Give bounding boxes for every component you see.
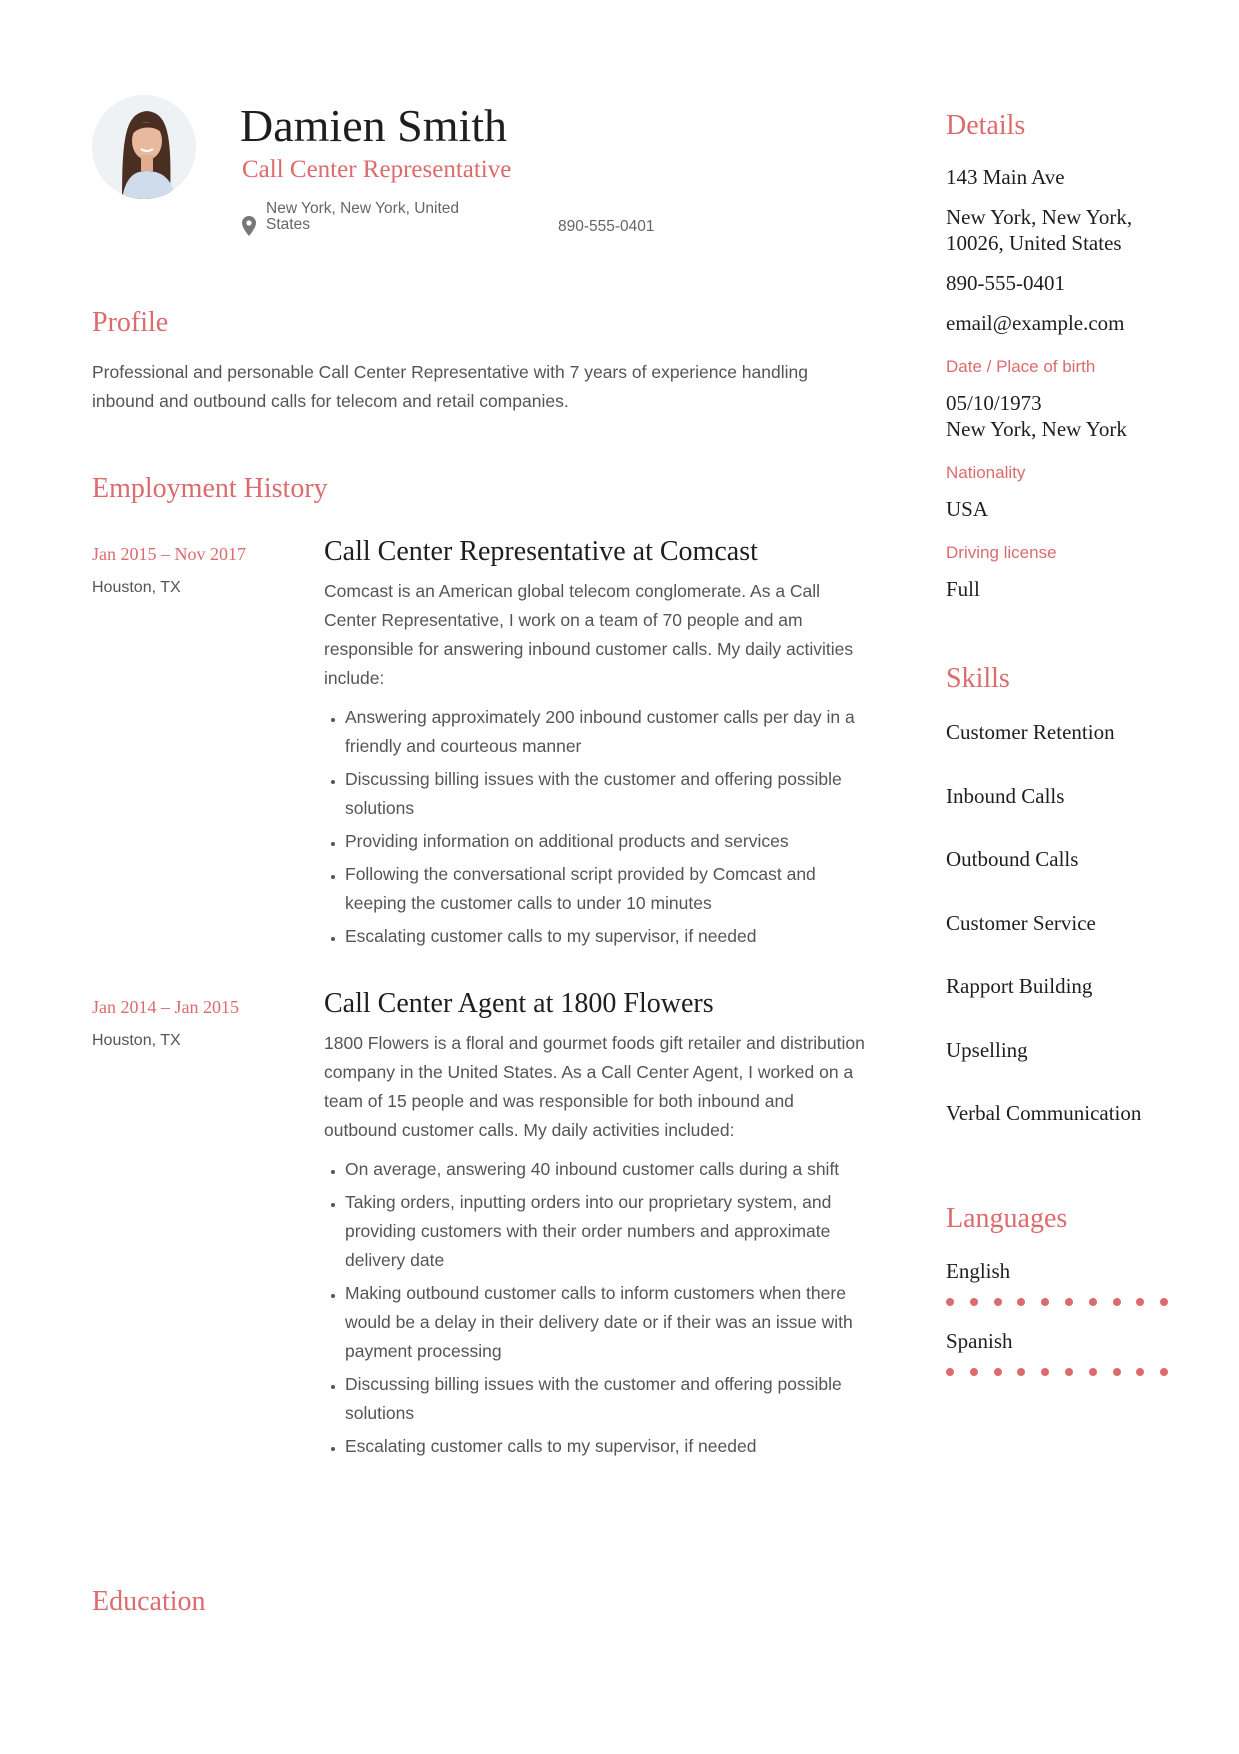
skill-item: Verbal Communication bbox=[946, 1101, 1142, 1125]
candidate-title: Call Center Representative bbox=[242, 156, 512, 183]
job-description: Comcast is an American global telecom conglomerate. As a Call Center Representative, I work on a team of 70 people and am responsible for answering inbound customer calls. My daily activities include: bbox=[324, 581, 854, 688]
list-item: • Escalating customer calls to my supervisor, if needed bbox=[345, 1432, 869, 1461]
job-location: Houston, TX bbox=[92, 579, 181, 596]
language-level-dots bbox=[946, 1298, 1216, 1306]
level-dot bbox=[1136, 1298, 1144, 1306]
level-dot bbox=[1089, 1368, 1097, 1376]
candidate-name: Damien Smith bbox=[240, 100, 508, 151]
level-dot bbox=[970, 1298, 978, 1306]
details-phone: 890-555-0401 bbox=[946, 271, 1065, 295]
nationality-label: Nationality bbox=[946, 463, 1026, 482]
header-phone: 890-555-0401 bbox=[558, 218, 655, 235]
language-name: English bbox=[946, 1259, 1011, 1283]
profile-photo bbox=[92, 95, 196, 199]
job-description: 1800 Flowers is a floral and gourmet foods gift retailer and distribution company in the United States. As a Call Center Agent, I worked on a team of 15 people and was responsible for both inbound and outbound customer calls. My daily activities included: bbox=[324, 1033, 865, 1140]
license-value: Full bbox=[946, 577, 980, 601]
skill-item: Inbound Calls bbox=[946, 783, 1065, 808]
license-label: Driving license bbox=[946, 543, 1057, 562]
level-dot bbox=[1136, 1368, 1144, 1376]
list-item: • Making outbound customer calls to inform customers when there would be a delay in their delivery date or if their was an issue with payment processing bbox=[345, 1279, 869, 1366]
level-dot bbox=[1041, 1368, 1049, 1376]
details-heading: Details bbox=[946, 110, 1026, 141]
job-entry bbox=[324, 987, 869, 1465]
level-dot bbox=[1065, 1298, 1073, 1306]
list-item: • Answering approximately 200 inbound customer calls per day in a friendly and courteous manner bbox=[345, 703, 869, 761]
profile-heading: Profile bbox=[92, 307, 169, 338]
job-dates: Jan 2015 – Nov 2017 bbox=[92, 544, 246, 564]
job-bullets bbox=[324, 1155, 869, 1461]
details-section bbox=[946, 109, 1196, 602]
nationality-value: USA bbox=[946, 497, 989, 521]
details-email: email@example.com bbox=[946, 311, 1125, 335]
list-item: • Providing information on additional products and services bbox=[345, 827, 869, 856]
language-level-dots bbox=[946, 1368, 1216, 1376]
skill-item: Customer Retention bbox=[946, 720, 1115, 744]
level-dot bbox=[1089, 1298, 1097, 1306]
level-dot bbox=[1160, 1298, 1168, 1306]
location-icon bbox=[242, 216, 256, 241]
languages-heading: Languages bbox=[946, 1203, 1068, 1234]
skill-item: Customer Service bbox=[946, 910, 1096, 935]
list-item: • Taking orders, inputting orders into our proprietary system, and providing customers with their order numbers and approximate delivery date bbox=[345, 1188, 869, 1275]
level-dot bbox=[1017, 1368, 1025, 1376]
level-dot bbox=[994, 1298, 1002, 1306]
job-title: Call Center Agent at 1800 Flowers bbox=[324, 988, 714, 1019]
job-bullets bbox=[324, 703, 869, 951]
list-item: • Discussing billing issues with the customer and offering possible solutions bbox=[345, 765, 869, 823]
education-heading: Education bbox=[92, 1586, 206, 1617]
list-item: • On average, answering 40 inbound customer calls during a shift bbox=[345, 1155, 869, 1184]
birth-date: 05/10/1973 bbox=[946, 391, 1042, 415]
level-dot bbox=[946, 1298, 954, 1306]
level-dot bbox=[946, 1368, 954, 1376]
job-title: Call Center Representative at Comcast bbox=[324, 536, 758, 567]
level-dot bbox=[994, 1368, 1002, 1376]
list-item: • Escalating customer calls to my supervisor, if needed bbox=[345, 922, 869, 951]
skill-item: Rapport Building bbox=[946, 974, 1093, 998]
job-dates: Jan 2014 – Jan 2015 bbox=[92, 997, 239, 1017]
level-dot bbox=[1113, 1298, 1121, 1306]
skills-heading: Skills bbox=[946, 663, 1010, 694]
birth-place: New York, New York bbox=[946, 417, 1127, 441]
level-dot bbox=[1017, 1298, 1025, 1306]
skill-item: Outbound Calls bbox=[946, 847, 1079, 871]
employment-heading: Employment History bbox=[92, 473, 328, 504]
list-item: • Following the conversational script provided by Comcast and keeping the customer calls to under 10 minutes bbox=[345, 860, 869, 918]
skill-item: Upselling bbox=[946, 1037, 1028, 1062]
level-dot bbox=[1041, 1298, 1049, 1306]
level-dot bbox=[1160, 1368, 1168, 1376]
level-dot bbox=[970, 1368, 978, 1376]
level-dot bbox=[1113, 1368, 1121, 1376]
address-line-2: New York, New York, 10026, United States bbox=[946, 205, 1133, 255]
birth-label: Date / Place of birth bbox=[946, 357, 1096, 376]
level-dot bbox=[1065, 1368, 1073, 1376]
job-entry bbox=[324, 535, 869, 955]
header-location: New York, New York, United States bbox=[266, 200, 459, 233]
address-line-1: 143 Main Ave bbox=[946, 165, 1065, 189]
list-item: • Discussing billing issues with the customer and offering possible solutions bbox=[345, 1370, 869, 1428]
profile-text: Professional and personable Call Center Representative with 7 years of experience handling inbound and outbound calls for telecom and retail companies. bbox=[92, 362, 808, 411]
language-name: Spanish bbox=[946, 1329, 1013, 1353]
languages-section bbox=[946, 1202, 1216, 1376]
job-location: Houston, TX bbox=[92, 1032, 181, 1049]
skills-section bbox=[946, 662, 1216, 1164]
